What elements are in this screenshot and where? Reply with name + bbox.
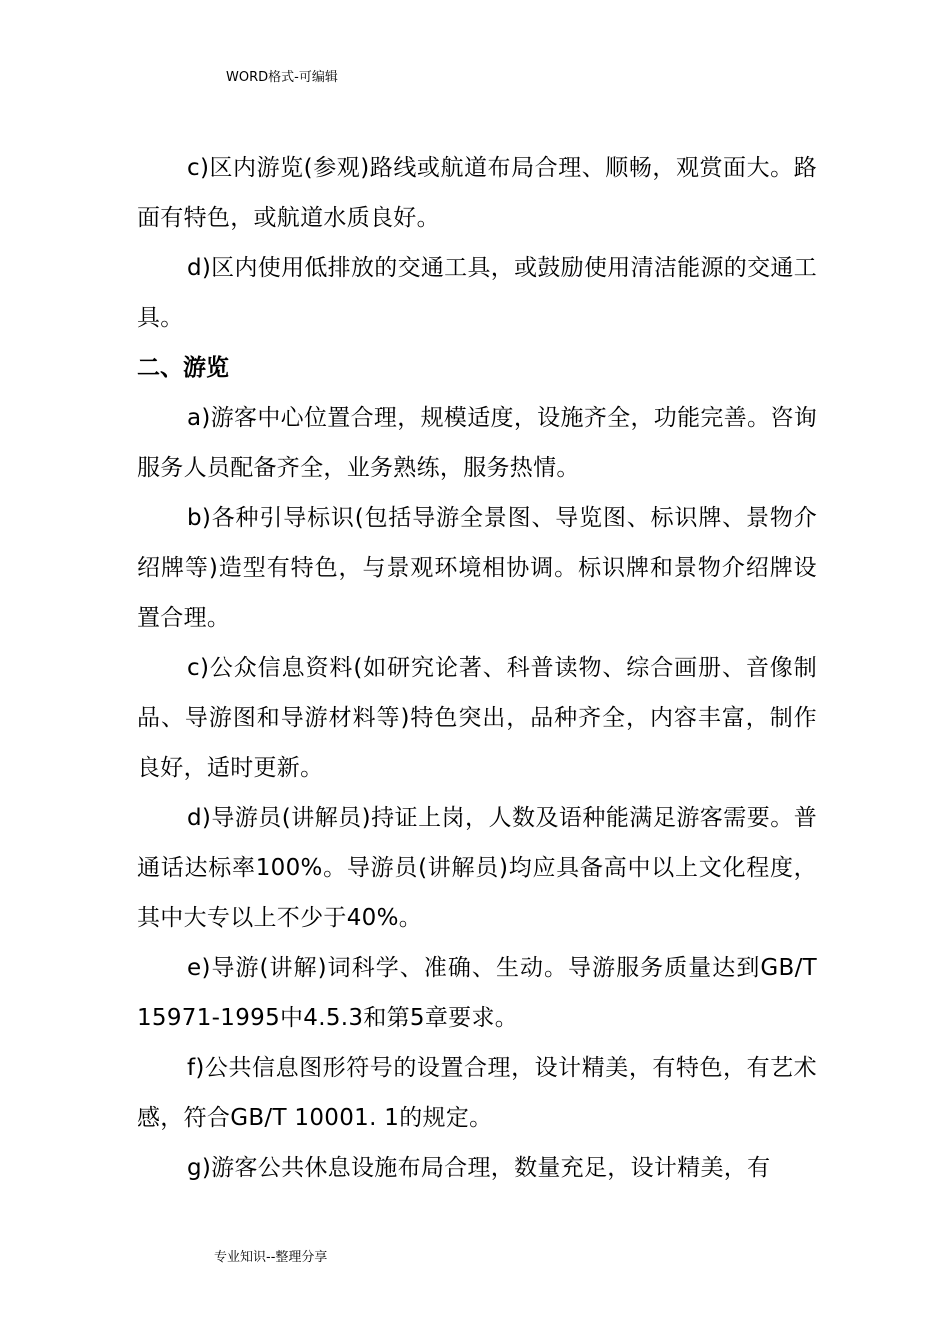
paragraph-d-transport: d)区内使用低排放的交通工具，或鼓励使用清洁能源的交通工具。 <box>137 255 817 331</box>
paragraph-g-rest-facilities: g)游客公共休息设施布局合理，数量充足，设计精美，有 <box>187 1155 771 1181</box>
paragraph-f-symbols: f)公共信息图形符号的设置合理，设计精美，有特色，有艺术感，符合GB/T 10001. 1的规定。 <box>137 1055 817 1131</box>
paragraph-a-visitor-center: a)游客中心位置合理，规模适度，设施齐全，功能完善。咨询服务人员配备齐全，业务熟练，服务热情。 <box>137 405 817 481</box>
paragraph-c-info-materials: c)公众信息资料(如研究论著、科普读物、综合画册、音像制品、导游图和导游材料等)特色突出，品种齐全，内容丰富，制作良好，适时更新。 <box>137 655 817 781</box>
section-heading: 二、游览 <box>137 355 229 381</box>
page-header: WORD格式-可编辑 <box>226 70 338 85</box>
paragraph-c-route: c)区内游览(参观)路线或航道布局合理、顺畅，观赏面大。路面有特色，或航道水质良好。 <box>137 155 817 231</box>
paragraph-d-guides: d)导游员(讲解员)持证上岗，人数及语种能满足游客需要。普通话达标率100%。导游员(讲解员)均应具备高中以上文化程度，其中大专以上不少于40%。 <box>137 805 817 931</box>
paragraph-b-signage: b)各种引导标识(包括导游全景图、导览图、标识牌、景物介绍牌等)造型有特色，与景观环境相协调。标识牌和景物介绍牌设置合理。 <box>137 505 817 631</box>
page-footer: 专业知识--整理分享 <box>214 1250 328 1265</box>
document-body <box>137 143 817 1193</box>
paragraph-e-commentary: e)导游(讲解)词科学、准确、生动。导游服务质量达到GB/T 15971-1995中4.5.3和第5章要求。 <box>137 955 817 1031</box>
